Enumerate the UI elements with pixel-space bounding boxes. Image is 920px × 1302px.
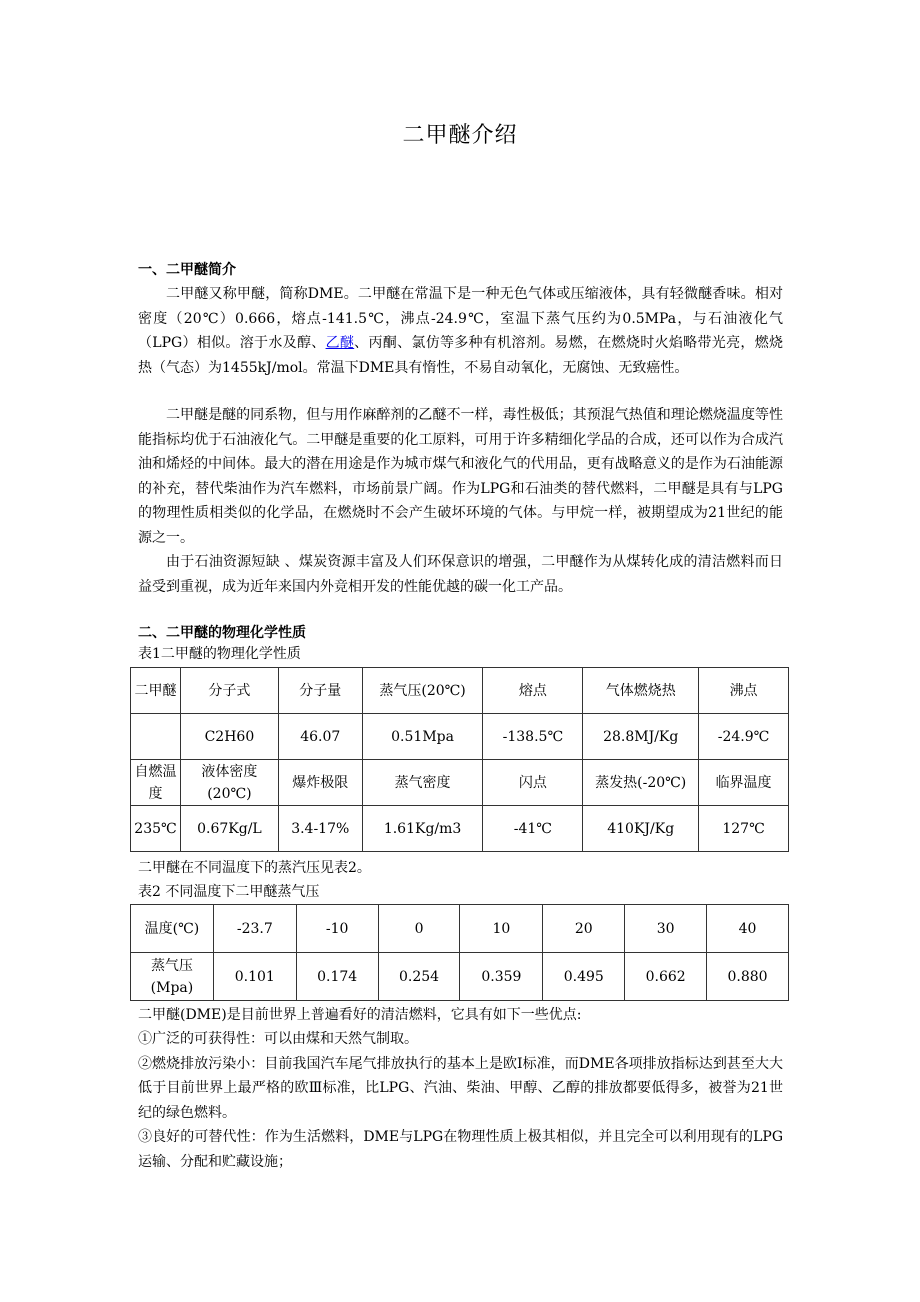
table-cell: 0.254 <box>378 953 460 1001</box>
table-cell: 127℃ <box>699 806 789 852</box>
table-cell: 蒸发热(-20℃) <box>583 760 699 806</box>
intro-text-1b: 、丙酮、氯仿等多种有机溶剂。易燃，在燃烧时火焰略带光亮，燃烧热（气态）为1455kJ/mol。常温下DME具有惰性，不易自动氧化，无腐蚀、无致癌性。 <box>138 335 784 376</box>
advantage-item: ②燃烧排放污染小：目前我国汽车尾气排放执行的基本上是欧Ⅰ标准，而DME各项排放指标达到甚至大大低于目前世界上最严格的欧Ⅲ标准，比LPG、汽油、柴油、甲醇、乙醇的排放都要低得多，被誉为21世纪的绿色燃料。 <box>138 1055 783 1121</box>
table-cell: 0.101 <box>213 953 296 1001</box>
table-cell: 0.67Kg/L <box>180 806 278 852</box>
vapor-pressure-table <box>130 904 789 1001</box>
table-cell: 0.495 <box>543 953 625 1001</box>
table-cell: 410KJ/Kg <box>583 806 699 852</box>
advantage-item: ①广泛的可获得性：可以由煤和天然气制取。 <box>138 1031 418 1047</box>
table-cell: -138.5℃ <box>483 714 583 760</box>
table-cell: 40 <box>707 905 789 953</box>
table-cell: 235℃ <box>131 806 181 852</box>
intro-text-1a: 二甲醚又称甲醚，简称DME。二甲醚在常温下是一种无色气体或压缩液体，具有轻微醚香味。相对密度（20℃）0.666，熔点-141.5℃，沸点-24.9℃，室温下蒸气压约为0.5MPa，与石油液化气（LPG）相似。溶于水及醇、 <box>138 286 783 351</box>
table-cell: 20 <box>543 905 625 953</box>
table-row <box>131 714 789 760</box>
table-cell: 蒸气密度 <box>362 760 483 806</box>
table-cell: 0 <box>378 905 460 953</box>
intro-paragraph-2: 二甲醚是醚的同系物，但与用作麻醉剂的乙醚不一样，毒性极低；其预混气热值和理论燃烧温度等性能指标均优于石油液化气。二甲醚是重要的化工原料，可用于许多精细化学品的合成，还可以作为合成汽油和烯烃的中间体。最大的潜在用途是作为城市煤气和液化气的代用品，更有战略意义的是作为石油能源的补充，替代柴油作为汽车燃料，市场前景广阔。作为LPG和石油类的替代燃料，二甲醚是具有与LPG的物理性质相类似的化学品，在燃烧时不会产生破坏环境的气体。与甲烷一样，被期望成为21世纪的能源之一。 <box>138 407 783 546</box>
table-cell: 28.8MJ/Kg <box>583 714 699 760</box>
document-title: 二甲醚介绍 <box>402 123 518 148</box>
table-cell: 3.4-17% <box>278 806 362 852</box>
table-cell: C2H60 <box>180 714 278 760</box>
table-row <box>131 668 789 714</box>
table-row <box>131 905 789 953</box>
table-cell <box>131 714 181 760</box>
table2-note: 二甲醚在不同温度下的蒸汽压见表2。 <box>138 860 371 876</box>
advantage-item: ③良好的可替代性：作为生活燃料，DME与LPG在物理性质上极其相似，并且完全可以利用现有的LPG运输、分配和贮藏设施； <box>138 1129 783 1170</box>
table-cell: 气体燃烧热 <box>583 668 699 714</box>
table-row <box>131 953 789 1001</box>
table-cell: 30 <box>625 905 707 953</box>
table-cell: 沸点 <box>699 668 789 714</box>
table-cell: 蒸气压(Mpa) <box>131 953 214 1001</box>
table-cell: 46.07 <box>278 714 362 760</box>
table-cell: 二甲醚 <box>131 668 181 714</box>
intro-paragraph-3: 由于石油资源短缺 、煤炭资源丰富及人们环保意识的增强，二甲醚作为从煤转化成的清洁燃料而日益受到重视，成为近年来国内外竞相开发的性能优越的碳一化工产品。 <box>138 554 783 595</box>
table-cell: 临界温度 <box>699 760 789 806</box>
table-cell: 0.662 <box>625 953 707 1001</box>
table-cell: -24.9℃ <box>699 714 789 760</box>
table-cell: 温度(℃) <box>131 905 214 953</box>
table-cell: -23.7 <box>213 905 296 953</box>
table1-caption: 表1二甲醚的物理化学性质 <box>138 646 301 662</box>
table-cell: 分子量 <box>278 668 362 714</box>
table-cell: 10 <box>460 905 543 953</box>
advantages-list <box>138 1027 783 1174</box>
table-cell: 闪点 <box>483 760 583 806</box>
table-row <box>131 760 789 806</box>
intro-paragraph-1 <box>138 282 783 380</box>
section-heading-properties: 二、二甲醚的物理化学性质 <box>138 625 306 641</box>
table-cell: -41℃ <box>483 806 583 852</box>
properties-table <box>130 667 789 852</box>
table-cell: 0.359 <box>460 953 543 1001</box>
table-cell: 自燃温度 <box>131 760 181 806</box>
table-cell: 分子式 <box>180 668 278 714</box>
table-cell: 爆炸极限 <box>278 760 362 806</box>
table-cell: 蒸气压(20℃) <box>362 668 483 714</box>
section-heading-intro: 一、二甲醚简介 <box>138 262 236 278</box>
table-cell: 0.51Mpa <box>362 714 483 760</box>
table-cell: 1.61Kg/m3 <box>362 806 483 852</box>
table-cell: 0.880 <box>707 953 789 1001</box>
table-cell: 0.174 <box>296 953 378 1001</box>
table-cell: -10 <box>296 905 378 953</box>
table-cell: 液体密度(20℃) <box>180 760 278 806</box>
table2-caption: 表2 不同温度下二甲醚蒸气压 <box>138 884 320 900</box>
advantages-intro: 二甲醚(DME)是目前世界上普遍看好的清洁燃料，它具有如下一些优点: <box>138 1007 582 1023</box>
table-row <box>131 806 789 852</box>
table-cell: 熔点 <box>483 668 583 714</box>
ether-link[interactable]: 乙醚 <box>325 335 355 351</box>
